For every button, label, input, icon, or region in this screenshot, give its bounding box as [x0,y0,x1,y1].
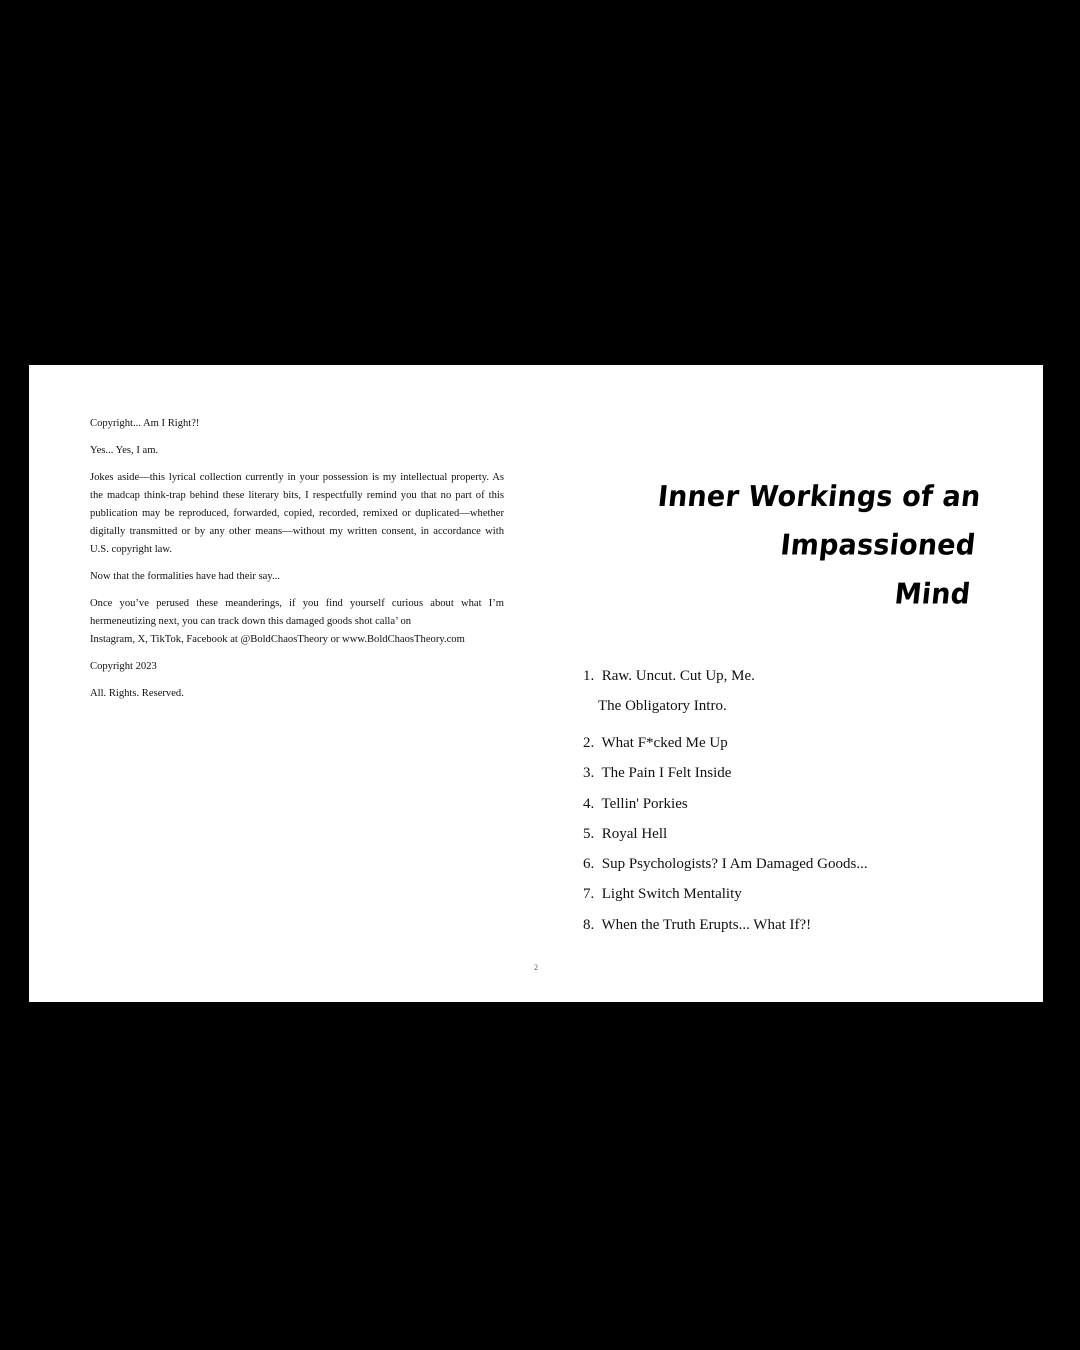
toc-item-title: Sup Psychologists? I Am Damaged Goods... [601,856,868,873]
toc-item-title: Raw. Uncut. Cut Up, Me. [601,668,755,684]
toc-item-title: Light Switch Mentality [601,886,742,903]
copyright-answer: Yes... Yes, I am. [90,445,159,456]
toc-item-number: 4. [583,795,595,812]
toc-item-title: Tellin' Porkies [601,795,688,812]
toc-item [583,732,1003,762]
table-of-contents [583,665,1003,944]
follow-paragraph: Once you’ve perused these meanderings, if you find yourself curious about what I’m hermeneutizing next, you can track down this damaged goods shot calla’ on [90,598,504,627]
toc-item-title: What F*cked Me Up [601,735,728,751]
toc-item [583,823,1003,853]
copyright-year: Copyright 2023 [90,661,157,672]
toc-item-title: The Pain I Felt Inside [601,765,732,782]
book-title-line-1: Inner Workings of an Impassioned [656,480,983,563]
toc-item [583,853,1003,883]
book-spread [29,365,1043,1002]
toc-item-number: 2. [583,735,595,751]
toc-item-number: 8. [583,916,595,933]
toc-item-number: 5. [583,825,595,842]
toc-item-title: Royal Hell [601,825,668,842]
rights-reserved: All. Rights. Reserved. [90,688,184,699]
page-number: 2 [534,963,538,972]
toc-item-number: 1. [583,668,595,684]
toc-item-number: 6. [583,856,595,873]
formalities-line: Now that the formalities have had their say... [90,571,280,582]
toc-item [583,665,1003,732]
toc-item [583,914,1003,944]
toc-item-title: When the Truth Erupts... What If?! [601,916,812,933]
social-links-line: Instagram, X, TikTok, Facebook at @BoldChaosTheory or www.BoldChaosTheory.com [90,634,465,645]
toc-item-number: 3. [583,765,595,782]
toc-item-number: 7. [583,886,595,903]
toc-item [583,793,1003,823]
copyright-page [90,415,504,712]
toc-item [583,762,1003,792]
book-title [548,473,983,619]
toc-item [583,883,1003,913]
toc-item-subtitle: The Obligatory Intro. [598,698,727,714]
copyright-heading: Copyright... Am I Right?! [90,418,200,429]
book-title-line-2: Mind [893,577,972,611]
copyright-body-paragraph: Jokes aside—this lyrical collection currently in your possession is my intellectual property. As the madcap think-trap behind these literary bits, I respectfully remind you that no part of this publication may be reproduced, forwarded, copied, recorded, remixed or duplicated—whether digitally transmitted or by any other means—without my written consent, in accordance with U.S. copyright law. [90,472,504,555]
